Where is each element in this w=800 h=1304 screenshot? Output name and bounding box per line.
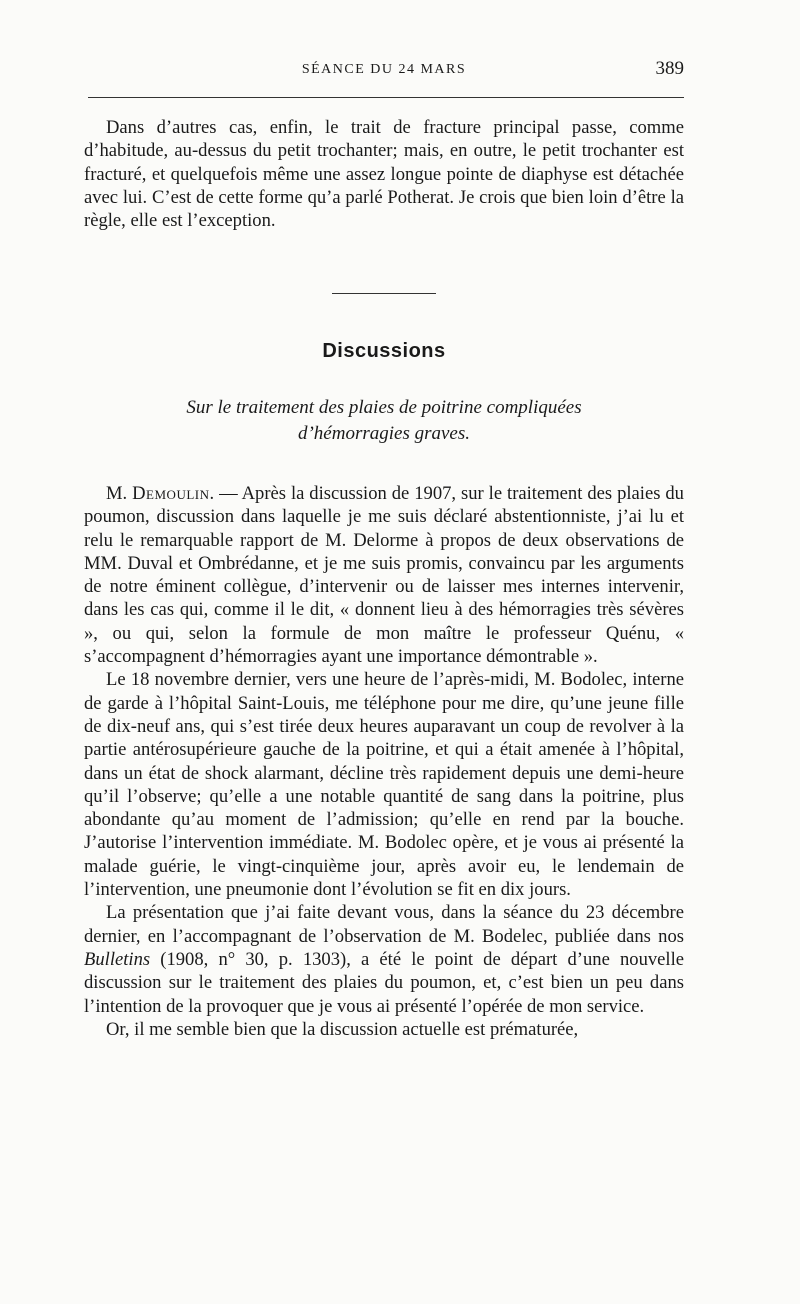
discussion-subtitle [124, 395, 644, 447]
paragraph-3 [84, 901, 684, 1017]
page-header [84, 58, 684, 86]
speaker-name: Demoulin [132, 483, 210, 504]
speaker-initial: M. [106, 483, 133, 504]
page-number: 389 [655, 58, 684, 79]
section-heading: Discussions [322, 340, 446, 362]
running-title: SÉANCE DU 24 MARS [301, 62, 467, 77]
separator-rule [332, 293, 436, 294]
paragraph-3-text-b: (1908, n° 30, p. 1303), a été le point de départ d’une nouvelle discussion sur le traitement des plaies du poumon, et, c’est bien un peu dans l’intention de la provoquer que je vous ai présenté l’opérée de mon service. [84, 948, 684, 1017]
paragraph-2: Le 18 novembre dernier, vers une heure de l’après-midi, M. Bodolec, interne de garde à l’hôpital Saint-Louis, me téléphone pour me dire, qu’une jeune fille de dix-neuf ans, qui s’est tirée deux heures auparavant un coup de revolver à la partie antérosupérieure gauche de la poitrine, et qui a était amenée à l’hôpital, dans un état de shock alarmant, décline très rapidement depuis une demi-heure qu’il l’observe; qu’elle a une notable quantité de sang dans la poitrine, plus abondante qu’au moment de l’admission; qu’elle en rend par la bouche. J’autorise l’intervention immédiate. M. Bodolec opère, et je vous ai présenté la malade guérie, le vingt-cinquième jour, après avoir eu, le lendemain de l’intervention, une pneumonie dont l’évolution se fit en dix jours. [84, 669, 684, 901]
paragraph-1-text: . — Après la discussion de 1907, sur le traitement des plaies du poumon, discussion dans laquelle je me suis déclaré abstentionniste, j’ai lu et relu le remarquable rapport de M. Delorme à propos de deux observations de MM. Duval et Ombrédanne, et je me suis promis, convaincu par les arguments de notre éminent collègue, d’intervenir ou de laisser mes internes intervenir, dans les cas qui, comme il le dit, « donnent lieu à des hémorragies très sévères », ou qui, selon la formule de mon maître le professeur Quénu, « s’accompagnent d’hémorragies ayant une importance démontrable ». [84, 483, 684, 668]
header-rule [88, 97, 684, 98]
subtitle-line-2: d’hémorragies graves. [297, 423, 471, 444]
intro-paragraph: Dans d’autres cas, enfin, le trait de fracture principal passe, comme d’habitude, au-dessus du petit trochanter; mais, en outre, le petit trochanter est fracturé, et quelquefois même une assez longue pointe de diaphyse est détachée avec lui. C’est de cette forme qu’a parlé Potherat. Je crois que bien loin d’être la règle, elle est l’exception. [84, 117, 684, 232]
intro-paragraph-block [84, 116, 684, 232]
body-text [84, 482, 684, 1041]
subtitle-line-1: Sur le traitement des plaies de poitrine compliquées [186, 397, 582, 418]
bulletins-title: Bulletins [84, 948, 151, 970]
paragraph-1 [84, 482, 684, 668]
paragraph-3-text-a: La présentation que j’ai faite devant vous, dans la séance du 23 décembre dernier, en l’accompagnant de l’observation de M. Bodelec, publiée dans nos [84, 902, 684, 947]
paragraph-4: Or, il me semble bien que la discussion actuelle est prématurée, [106, 1018, 579, 1040]
